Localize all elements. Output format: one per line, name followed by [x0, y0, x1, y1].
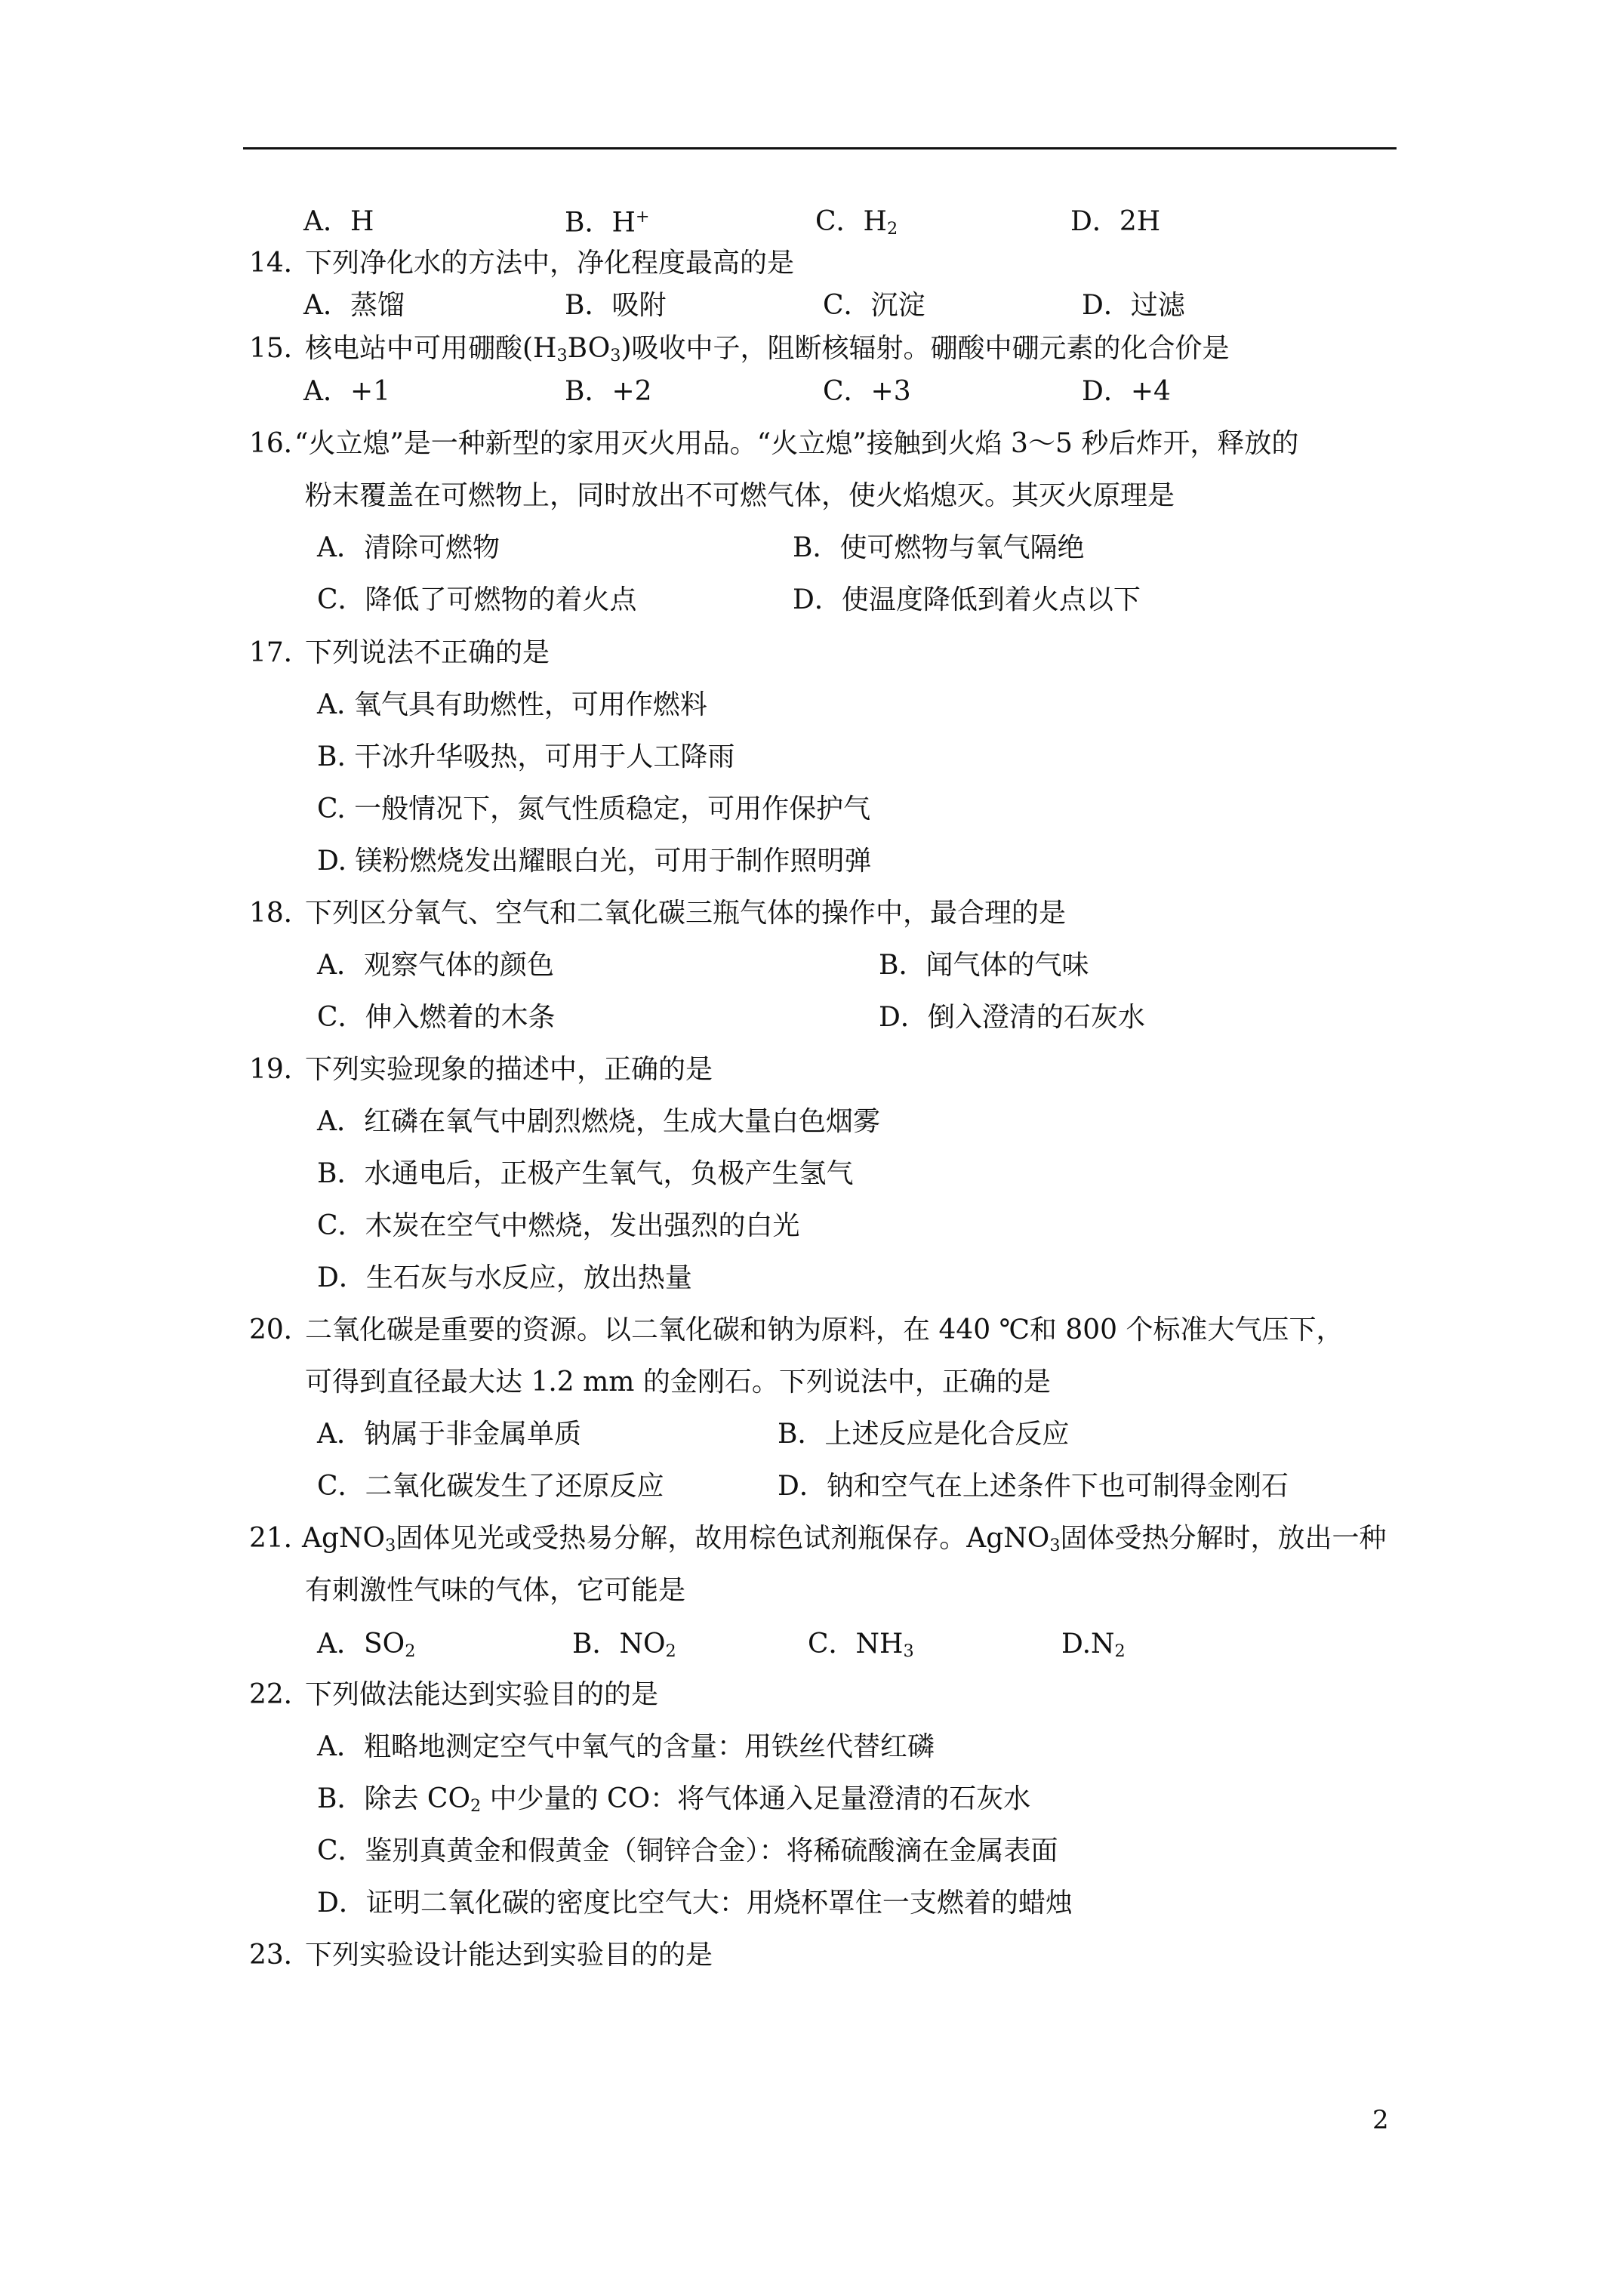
- q22-stem: 下列做法能达到实验目的的是: [305, 1679, 659, 1710]
- q13-option-a: A．H: [303, 206, 374, 237]
- header-rule: [243, 147, 1397, 149]
- q20-option-d: D．钠和空气在上述条件下也可制得金刚石: [778, 1471, 1289, 1502]
- q21-option-d: $D.N_2$: [1061, 1629, 1126, 1661]
- q15-option-b: B．+2: [565, 376, 652, 407]
- q13-option-d: D．2H: [1070, 206, 1161, 237]
- q21-stem-line-1: AgNO$_3$固体见光或受热易分解，故用棕色试剂瓶保存。AgNO$_3$固体受热分解时，放出一种: [302, 1523, 1387, 1555]
- q22-option-b: B．除去 $CO_2$ 中少量的 CO：将气体通入足量澄清的石灰水: [317, 1783, 1031, 1816]
- q19-option-b: B．水通电后，正极产生氧气，负极产生氢气: [317, 1158, 854, 1189]
- q17-option-a: A. 氧气具有助燃性，可用作燃料: [317, 689, 707, 720]
- q13-option-c: C．$H_2$: [815, 206, 898, 239]
- q21-option-b: B．$NO_2$: [572, 1629, 676, 1661]
- q19-option-c: C．木炭在空气中燃烧，发出强烈的白光: [317, 1210, 800, 1241]
- q16-stem-line-1: “火立熄”是一种新型的家用灭火用品。“火立熄”接触到火焰 3～5 秒后炸开，释放的: [294, 428, 1299, 459]
- q18-option-b: B．闻气体的气味: [879, 950, 1089, 981]
- q17-stem: 下列说法不正确的是: [305, 637, 550, 668]
- q16-stem-line-2: 粉末覆盖在可燃物上，同时放出不可燃气体，使火焰熄灭。其灭火原理是: [305, 480, 1175, 511]
- q20-stem-line-1: 二氧化碳是重要的资源。以二氧化碳和钠为原料，在 440 ℃和 800 个标准大气压下，: [305, 1314, 1344, 1345]
- q18-number: 18．: [249, 898, 311, 929]
- q14-option-c: C．沉淀: [823, 290, 925, 321]
- q22-option-c: C．鉴别真黄金和假黄金（铜锌合金）：将稀硫酸滴在金属表面: [317, 1835, 1058, 1866]
- q19-option-d: D．生石灰与水反应，放出热量: [317, 1262, 692, 1293]
- q17-option-c: C. 一般情况下，氮气性质稳定，可用作保护气: [317, 794, 871, 824]
- q18-option-c: C．伸入燃着的木条: [317, 1002, 556, 1033]
- q15-option-c: C．+3: [823, 376, 911, 407]
- q16-option-d: D．使温度降低到着火点以下: [793, 584, 1141, 615]
- q17-option-b: B. 干冰升华吸热，可用于人工降雨: [317, 741, 735, 772]
- q19-option-a: A．红磷在氧气中剧烈燃烧，生成大量白色烟雾: [317, 1106, 880, 1137]
- q14-option-b: B．吸附: [565, 290, 667, 321]
- q15-option-a: A．+1: [303, 376, 391, 407]
- q18-option-d: D．倒入澄清的石灰水: [879, 1002, 1145, 1033]
- q20-option-b: B．上述反应是化合反应: [778, 1419, 1070, 1450]
- q19-number: 19．: [249, 1054, 311, 1085]
- q20-option-c: C．二氧化碳发生了还原反应: [317, 1471, 664, 1502]
- q22-number: 22．: [249, 1679, 311, 1710]
- q17-option-d: D. 镁粉燃烧发出耀眼白光，可用于制作照明弹: [317, 846, 872, 877]
- q21-number: 21．: [249, 1523, 311, 1554]
- q20-stem-line-2: 可得到直径最大达 1.2 mm 的金刚石。下列说法中，正确的是: [305, 1367, 1051, 1398]
- q21-stem-line-2: 有刺激性气味的气体，它可能是: [305, 1575, 686, 1606]
- q21-option-a: A．$SO_2$: [317, 1629, 416, 1661]
- q20-option-a: A．钠属于非金属单质: [317, 1419, 581, 1450]
- q19-stem: 下列实验现象的描述中，正确的是: [305, 1054, 713, 1085]
- q16-option-c: C．降低了可燃物的着火点: [317, 584, 637, 615]
- q21-option-c: C．$NH_3$: [808, 1629, 914, 1661]
- q20-number: 20．: [249, 1314, 311, 1345]
- q18-option-a: A．观察气体的颜色: [317, 950, 554, 981]
- q15-option-d: D．+4: [1082, 376, 1171, 407]
- q22-option-a: A．粗略地测定空气中氧气的含量：用铁丝代替红磷: [317, 1731, 935, 1762]
- q15-stem: 核电站中可用硼酸$(H_3BO_3)$吸收中子，阻断核辐射。硼酸中硼元素的化合价是: [305, 333, 1230, 365]
- q23-stem: 下列实验设计能达到实验目的的是: [305, 1940, 713, 1971]
- q14-stem: 下列净化水的方法中，净化程度最高的是: [305, 248, 795, 279]
- q16-option-a: A．清除可燃物: [317, 532, 500, 563]
- q14-option-d: D．过滤: [1082, 290, 1185, 321]
- q22-option-d: D．证明二氧化碳的密度比空气大：用烧杯罩住一支燃着的蜡烛: [317, 1888, 1073, 1918]
- q14-option-a: A．蒸馏: [303, 290, 405, 321]
- q13-option-b: B．H+: [565, 207, 650, 239]
- q17-number: 17．: [249, 637, 311, 668]
- q23-number: 23．: [249, 1940, 311, 1971]
- q14-number: 14．: [249, 248, 311, 279]
- q18-stem: 下列区分氧气、空气和二氧化碳三瓶气体的操作中，最合理的是: [305, 898, 1067, 929]
- q15-number: 15．: [249, 333, 311, 364]
- page-number: 2: [1372, 2105, 1389, 2135]
- q16-number: 16．: [249, 428, 311, 459]
- q16-option-b: B．使可燃物与氧气隔绝: [793, 532, 1085, 563]
